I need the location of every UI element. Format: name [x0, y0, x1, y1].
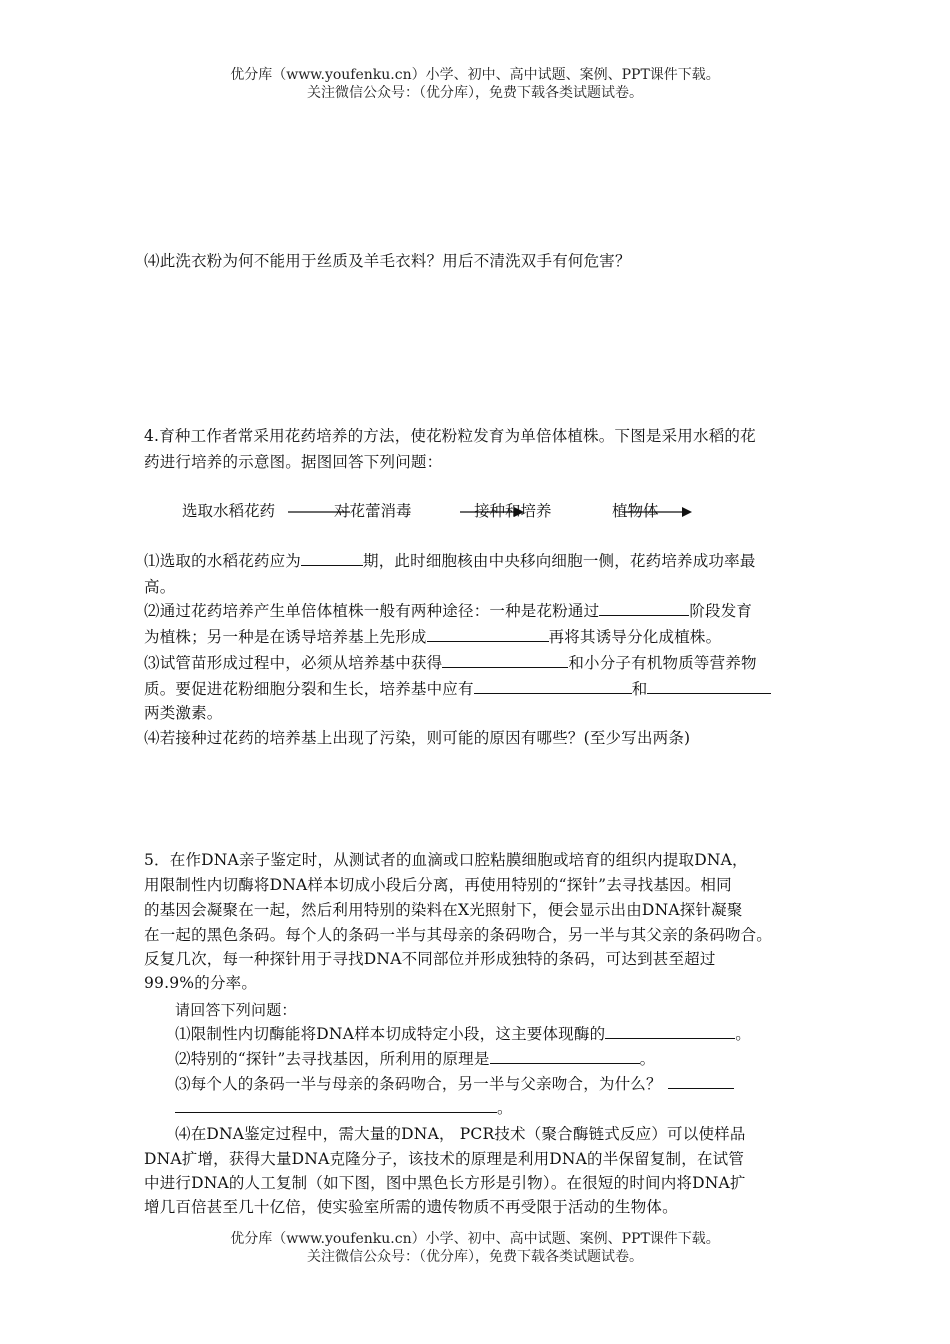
- footer-line-1: 优分库（www.youfenku.cn）小学、初中、高中试题、案例、PPT课件下载。: [230, 1231, 720, 1247]
- q4-p3-text-d: 和: [631, 680, 648, 698]
- q5-sub3-line2: [175, 1097, 513, 1119]
- answer-blank[interactable]: [427, 627, 549, 642]
- answer-blank[interactable]: [175, 1098, 497, 1113]
- q5-s2-text: ⑵特别的“探针”去寻找基因，所利用的原理是: [175, 1050, 490, 1068]
- footer-line-2: 关注微信公众号：（优分库），免费下载各类试题试卷。: [307, 1249, 643, 1265]
- q5-line5: 反复几次，每一种探针用于寻找DNA不同部位并形成独特的条码，可达到甚至超过: [144, 950, 716, 968]
- q4-p2-text-d: 再将其诱导分化成植株。: [548, 628, 722, 646]
- q4-p1-text-a: ⑴选取的水稻花药应为: [144, 552, 302, 570]
- flow-step-disinfect: 对花蕾消毒: [334, 502, 412, 520]
- q4-part3-line3: 两类激素。: [144, 704, 223, 722]
- flow-arrowhead-3: [682, 507, 692, 517]
- q4-p3-text-a: ⑶试管苗形成过程中，必须从培养基中获得: [144, 654, 443, 672]
- q3-part4: ⑷此洗衣粉为何不能用于丝质及羊毛衣料？用后不清洗双手有何危害？: [144, 252, 631, 270]
- q5-sub4-line1: ⑷在DNA鉴定过程中，需大量的DNA， PCR技术（聚合酶链式反应）可以使样品: [175, 1125, 746, 1143]
- page-footer: [0, 1230, 950, 1266]
- answer-blank[interactable]: [668, 1074, 734, 1089]
- q4-part1-line1: [144, 550, 756, 572]
- q4-part1-line2: 高。: [144, 578, 176, 596]
- q4-intro-line1: 4.育种工作者常采用花药培养的方法，使花粉粒发育为单倍体植株。下图是采用水稻的花: [144, 427, 756, 445]
- q4-p2-text-b: 阶段发育: [689, 602, 753, 620]
- q5-ask: 请回答下列问题：: [175, 1001, 297, 1019]
- q5-sub3-line1: [175, 1073, 734, 1095]
- answer-blank[interactable]: [647, 679, 771, 694]
- q5-s1-text: ⑴限制性内切酶能将DNA样本切成特定小段，这主要体现酶的: [175, 1025, 606, 1043]
- q5-s3-text: ⑶每个人的条码一半与母亲的条码吻合，另一半与父亲吻合，为什么？: [175, 1075, 662, 1093]
- q5-line3: 的基因会凝聚在一起，然后利用特别的染料在X光照射下，便会显示出由DNA探针凝聚: [144, 901, 743, 919]
- q5-line2: 用限制性内切酶将DNA样本切成小段后分离，再使用特别的“探针”去寻找基因。相同: [144, 876, 732, 894]
- answer-blank[interactable]: [301, 551, 363, 566]
- page-header: [0, 66, 950, 102]
- q4-part3-line1: [144, 652, 757, 674]
- q5-line6: 99.9%的分率。: [144, 974, 258, 992]
- answer-blank[interactable]: [490, 1049, 640, 1064]
- q4-p2-text-a: ⑵通过花药培养产生单倍体植株一般有两种途径：一种是花粉通过: [144, 602, 600, 620]
- q4-part3-line2: [144, 678, 771, 700]
- q5-sub2: [175, 1048, 655, 1070]
- q5-s1-end: 。: [735, 1025, 751, 1043]
- answer-blank[interactable]: [605, 1024, 735, 1039]
- q4-part4: ⑷若接种过花药的培养基上出现了污染，则可能的原因有哪些？(至少写出两条): [144, 729, 691, 747]
- flow-step-select-anther: 选取水稻花药: [182, 502, 276, 520]
- q4-p1-text-b: 期，此时细胞核由中央移向细胞一侧，花药培养成功率最: [363, 552, 756, 570]
- q4-flow-diagram: [182, 500, 742, 524]
- flow-step-plant: 植物体: [612, 502, 659, 520]
- header-line-1: 优分库（www.youfenku.cn）小学、初中、高中试题、案例、PPT课件下载。: [230, 67, 720, 83]
- q5-line4: 在一起的黑色条码。每个人的条码一半与其母亲的条码吻合，另一半与其父亲的条码吻合。: [144, 926, 773, 944]
- q5-sub4-line2: DNA扩增，获得大量DNA克隆分子，该技术的原理是利用DNA的半保留复制，在试管: [144, 1150, 745, 1168]
- answer-blank[interactable]: [599, 601, 689, 616]
- q4-part2-line2: [144, 626, 721, 648]
- flow-step-inoculate: 接种和培养: [474, 502, 552, 520]
- q4-p2-text-c: 为植株；另一种是在诱导培养基上先形成: [144, 628, 427, 646]
- q5-sub4-line4: 增几百倍甚至几十亿倍，使实验室所需的遗传物质不再受限于活动的生物体。: [144, 1198, 678, 1216]
- q5-sub4-line3: 中进行DNA的人工复制（如下图，图中黑色长方形是引物）。在很短的时间内将DNA扩: [144, 1174, 746, 1192]
- header-line-2: 关注微信公众号：（优分库），免费下载各类试题试卷。: [307, 85, 643, 101]
- q4-part2-line1: [144, 600, 752, 622]
- answer-blank[interactable]: [442, 653, 568, 668]
- q4-p3-text-c: 质。要促进花粉细胞分裂和生长，培养基中应有: [144, 680, 474, 698]
- q5-s3-end: 。: [497, 1099, 513, 1117]
- q4-intro-line2: 药进行培养的示意图。据图回答下列问题：: [144, 453, 443, 471]
- q4-p3-text-b: 和小分子有机物质等营养物: [568, 654, 757, 672]
- q5-sub1: [175, 1023, 751, 1045]
- q5-s2-end: 。: [639, 1050, 656, 1068]
- q5-line1: 5．在作DNA亲子鉴定时，从测试者的血滴或口腔粘膜细胞或培育的组织内提取DNA，: [144, 851, 748, 869]
- answer-blank[interactable]: [474, 679, 632, 694]
